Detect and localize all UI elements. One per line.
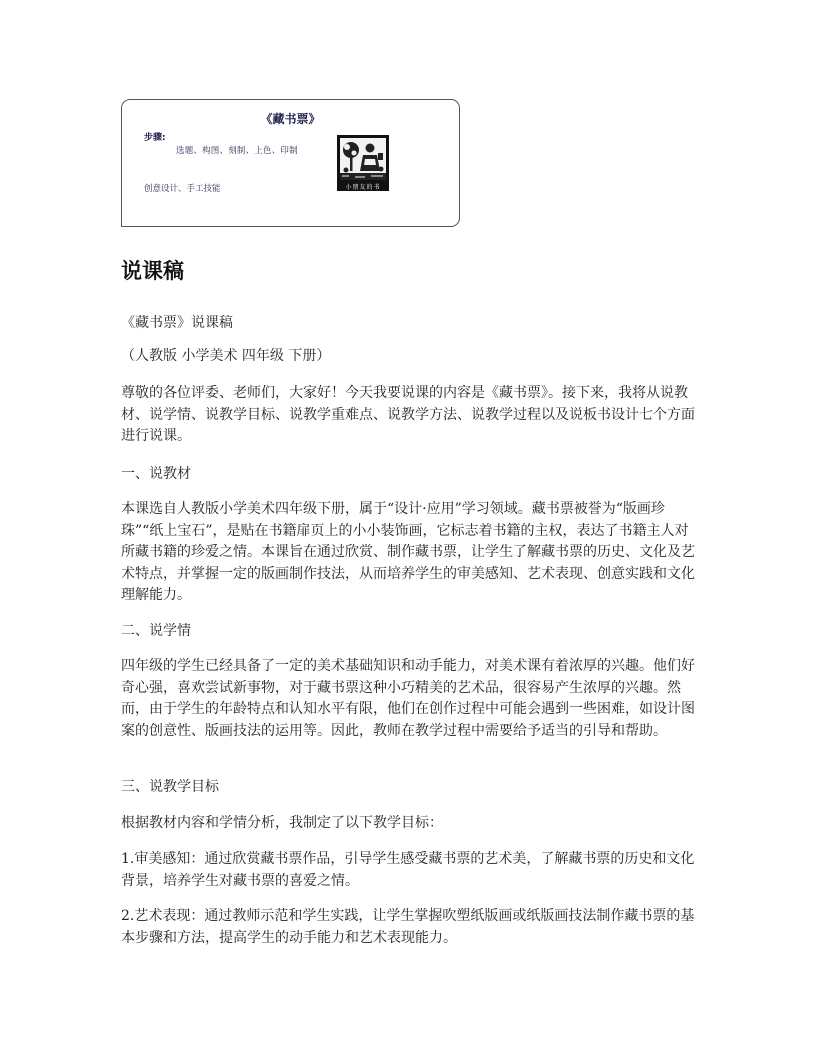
- section-heading-textbook: 一、说教材: [121, 466, 191, 482]
- card-skills-text: 创意设计、手工技能: [144, 184, 221, 194]
- stamp-caption: 小朋友的书: [345, 184, 381, 191]
- students-paragraph: 四年级的学生已经具备了一定的美术基础知识和动手能力，对美术课有着浓厚的兴趣。他们好奇心强，喜欢尝试新事物，对于藏书票这种小巧精美的艺术品，很容易产生浓厚的兴趣。然而，由于学生的年龄特点和认知水平有限，他们在创作过程中可能会遇到一些困难，如设计图案的创意性、版画技法的运用等。因此，教师在教学过程中需要给予适当的引导和帮助。: [121, 658, 695, 739]
- section-heading-students: 二、说学情: [121, 623, 191, 639]
- intro-paragraph: 尊敬的各位评委、老师们，大家好！今天我要说课的内容是《藏书票》。接下来，我将从说教材、说学情、说教学目标、说教学重难点、说教学方法、说教学过程以及说板书设计七个方面进行说课。: [121, 385, 695, 444]
- card-steps-text: 选题、构图、刻制、上色、印制: [176, 146, 298, 156]
- section-heading-objectives: 三、说教学目标: [121, 779, 219, 795]
- bookplate-stamp-image: [337, 135, 389, 191]
- textbook-paragraph: 本课选自人教版小学美术四年级下册，属于“设计·应用”学习领域。藏书票被誉为“版画珍珠”“纸上宝石”，是贴在书籍扉页上的小小装饰画，它标志着书籍的主权，表达了书籍主人对所藏书籍的珍爱之情。本课旨在通过欣赏、制作藏书票，让学生了解藏书票的历史、文化及艺术特点，并掌握一定的版画制作技法，从而培养学生的审美感知、艺术表现、创意实践和文化理解能力。: [121, 501, 695, 603]
- page-title: 说课稿: [121, 259, 184, 283]
- bookplate-card: [121, 99, 460, 227]
- card-title: 《藏书票》: [260, 112, 321, 126]
- lesson-title: 《藏书票》说课稿: [121, 315, 233, 331]
- objectives-intro: 根据教材内容和学情分析，我制定了以下教学目标：: [121, 815, 443, 831]
- card-steps-label: 步骤:: [144, 133, 166, 143]
- card-corner-mark: [121, 212, 130, 227]
- lesson-edition: （人教版 小学美术 四年级 下册）: [121, 348, 331, 364]
- objective-item-1: 1.审美感知：通过欣赏藏书票作品，引导学生感受藏书票的艺术美，了解藏书票的历史和文化背景，培养学生对藏书票的喜爱之情。: [121, 851, 695, 889]
- objective-item-2: 2.艺术表现：通过教师示范和学生实践，让学生掌握吹塑纸版画或纸版画技法制作藏书票的基本步骤和方法，提高学生的动手能力和艺术表现能力。: [121, 908, 695, 946]
